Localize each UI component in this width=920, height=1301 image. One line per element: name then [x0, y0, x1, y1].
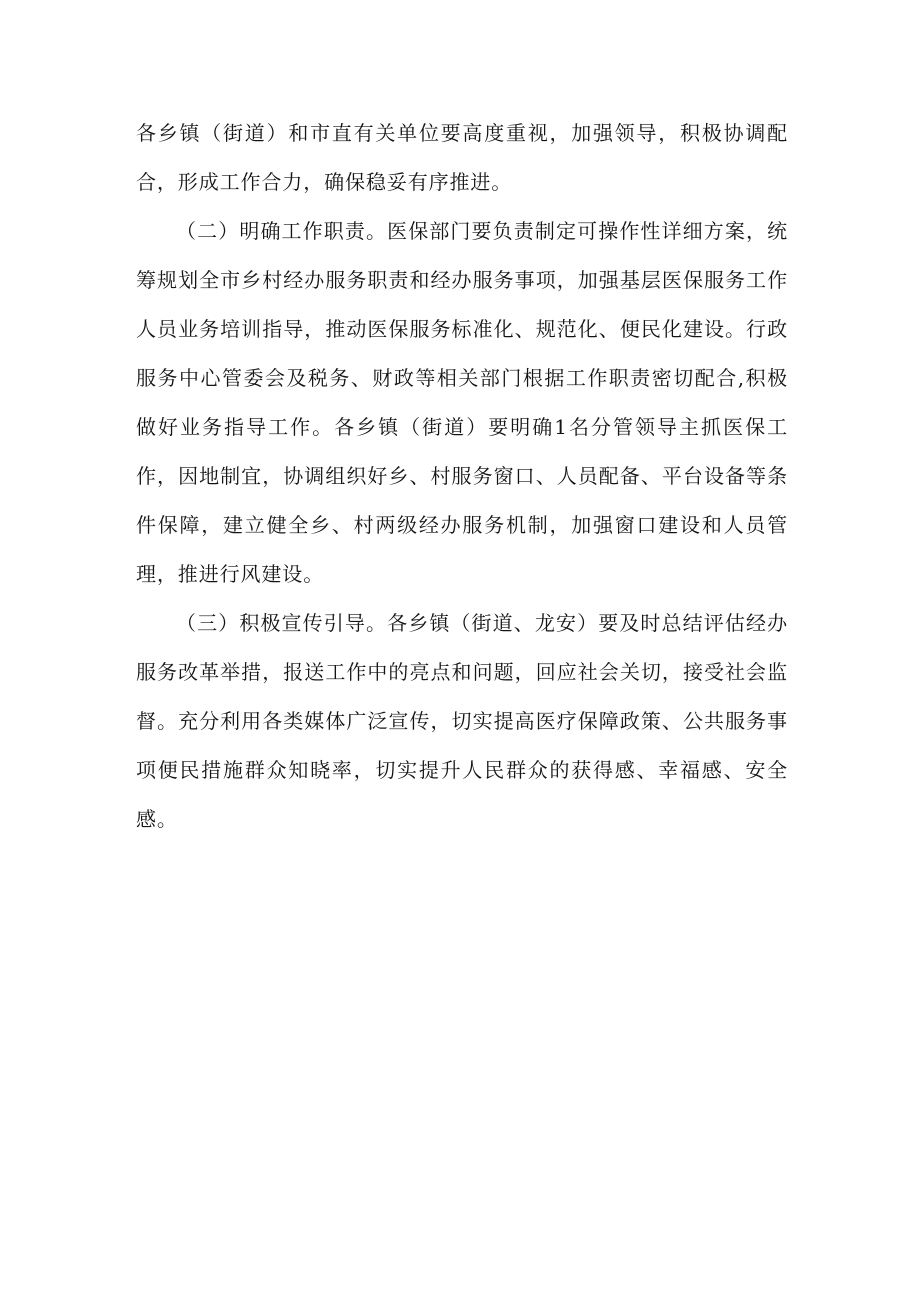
paragraph-continuation: 各乡镇（街道）和市直有关单位要高度重视，加强领导，积极协调配合，形成工作合力，确保稳妥有序推进。	[136, 121, 788, 194]
paragraph-work-responsibilities: （二）明确工作职责。医保部门要负责制定可操作性详细方案，统筹规划全市乡村经办服务职责和经办服务事项，加强基层医保服务工作人员业务培训指导，推动医保服务标准化、规范化、便民化建设。行政服务中心管委会及税务、财政等相关部门根据工作职责密切配合,积极做好业务指导工作。各乡镇（街道）要明确1名分管领导主抓医保工作，因地制宜，协调组织好乡、村服务窗口、人员配备、平台设备等条件保障，建立健全乡、村两级经办服务机制，加强窗口建设和人员管理，推进行风建设。	[136, 219, 788, 586]
document-body	[136, 109, 788, 844]
paragraph-publicity-guidance: （三）积极宣传引导。各乡镇（街道、龙安）要及时总结评估经办服务改革举措，报送工作中的亮点和问题，回应社会关切，接受社会监督。充分利用各类媒体广泛宣传，切实提高医疗保障政策、公共服务事项便民措施群众知晓率，切实提升人民群众的获得感、幸福感、安全感。	[136, 611, 788, 831]
